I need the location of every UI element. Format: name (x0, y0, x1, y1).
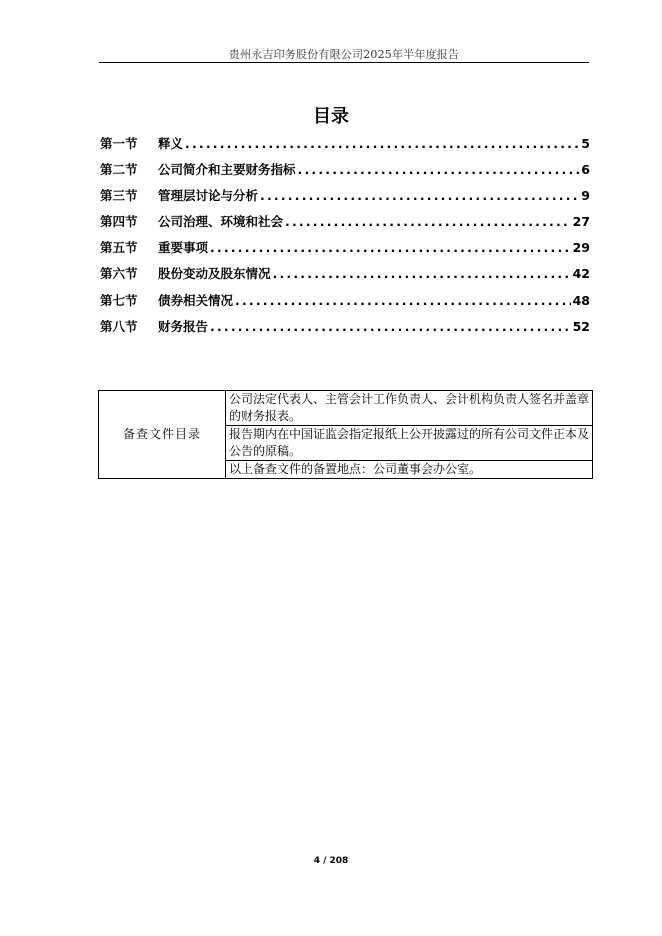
toc-leader-dots (185, 134, 579, 154)
toc-section-number: 第四节 (100, 214, 138, 230)
toc-page-number: 27 (572, 214, 590, 230)
toc-section-title: 释义 (158, 136, 184, 151)
toc-leader-dots (260, 186, 579, 206)
toc-entry[interactable] (100, 134, 590, 160)
toc-entry[interactable] (100, 212, 590, 238)
toc-leader-dots (210, 317, 571, 337)
toc-page-number: 6 (581, 162, 590, 178)
toc-entry[interactable] (100, 264, 590, 290)
toc-page-number: 9 (581, 188, 590, 204)
reference-document-item: 以上备查文件的备置地点：公司董事会办公室。 (226, 461, 593, 479)
page-number-footer: 4 / 208 (313, 856, 349, 866)
toc-section-number: 第三节 (100, 188, 138, 204)
page-header: 贵州永吉印务股份有限公司2025年半年度报告 (228, 48, 460, 61)
toc-section-number: 第五节 (100, 240, 138, 256)
toc-leader-dots (298, 160, 580, 180)
toc-section-title: 重要事项 (158, 240, 209, 256)
toc-entry[interactable] (100, 317, 590, 343)
table-row (99, 391, 593, 426)
reference-documents-heading: 备查文件目录 (99, 391, 226, 479)
toc-entry[interactable] (100, 186, 590, 212)
toc-section-number: 第六节 (100, 266, 138, 282)
toc-page-number: 52 (572, 318, 590, 334)
table-of-contents (100, 134, 590, 343)
reference-document-item: 报告期内在中国证监会指定报纸上公开披露过的所有公司文件正本及公告的原稿。 (226, 426, 593, 461)
toc-section-title: 管理层讨论与分析 (158, 188, 259, 204)
toc-page-number: 29 (572, 240, 590, 256)
reference-documents-table (98, 390, 593, 479)
toc-leader-dots (273, 264, 571, 284)
toc-leader-dots (210, 238, 571, 258)
toc-section-title: 公司简介和主要财务指标 (158, 162, 296, 178)
toc-entry[interactable] (100, 291, 590, 317)
toc-section-number: 第二节 (100, 162, 138, 178)
toc-section-number: 第七节 (100, 292, 138, 308)
toc-section-title: 债券相关情况 (158, 292, 234, 308)
toc-page-number: 42 (572, 266, 590, 282)
toc-page-number: 5 (581, 136, 590, 151)
toc-section-title: 财务报告 (158, 318, 209, 334)
toc-leader-dots (235, 291, 571, 311)
reference-document-item: 公司法定代表人、主管会计工作负责人、会计机构负责人签名并盖章的财务报表。 (226, 391, 593, 426)
header-divider (99, 62, 589, 63)
toc-entry[interactable] (100, 160, 590, 186)
toc-section-number: 第八节 (100, 318, 138, 334)
toc-title: 目录 (313, 106, 349, 127)
toc-leader-dots (285, 212, 571, 232)
toc-section-title: 股份变动及股东情况 (158, 266, 271, 282)
toc-section-title: 公司治理、环境和社会 (158, 214, 284, 230)
toc-entry[interactable] (100, 238, 590, 264)
toc-section-number: 第一节 (100, 136, 138, 151)
toc-page-number: 48 (572, 292, 590, 308)
